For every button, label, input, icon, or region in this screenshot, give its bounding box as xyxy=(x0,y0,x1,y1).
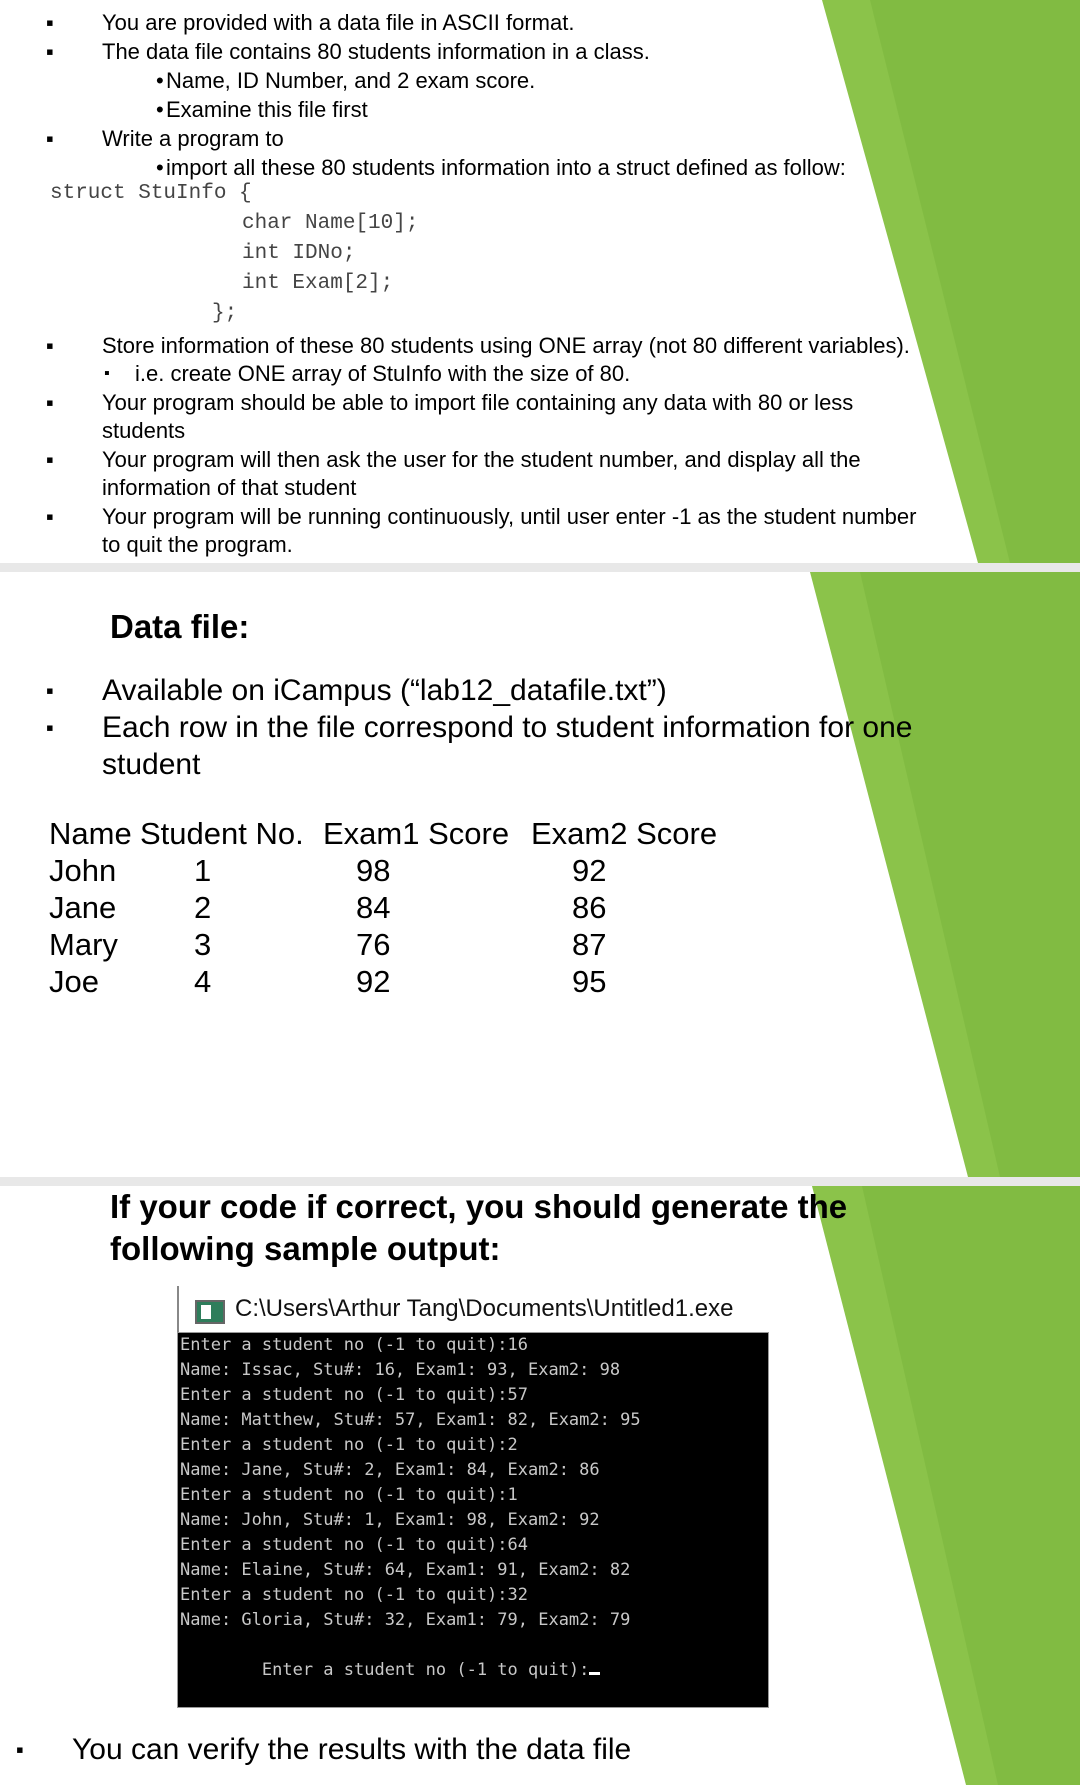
table-cell: 4 xyxy=(194,964,212,999)
bullet-text: Available on iCampus (“lab12_datafile.txt”) xyxy=(102,674,667,707)
slide-2 xyxy=(0,572,1080,1177)
console-line: Enter a student no (-1 to quit):32 xyxy=(180,1585,528,1605)
console-output[interactable] xyxy=(177,1332,769,1708)
bullet-text: to quit the program. xyxy=(102,532,293,557)
bullet-text: The data file contains 80 students information in a class. xyxy=(102,39,650,64)
table-header: Name xyxy=(49,816,132,851)
table-cell: 1 xyxy=(194,853,212,888)
slide-3 xyxy=(0,1186,1080,1785)
table-cell: 2 xyxy=(194,890,212,925)
bullet-text: Your program will then ask the user for the student number, and display all the xyxy=(102,447,861,472)
console-titlebar[interactable] xyxy=(177,1286,771,1332)
table-cell: 3 xyxy=(194,927,212,962)
table-cell: 92 xyxy=(356,964,391,999)
console-line: Name: Gloria, Stu#: 32, Exam1: 79, Exam2: 79 xyxy=(180,1610,631,1630)
console-line: Enter a student no (-1 to quit):57 xyxy=(180,1385,528,1405)
table-cell: Jane xyxy=(49,890,117,925)
bullet-marker: ▪ xyxy=(46,447,54,472)
console-app-icon xyxy=(195,1300,225,1324)
bullet-text: Your program will be running continuously, until user enter -1 as the student number xyxy=(102,504,917,529)
table-cell: 95 xyxy=(572,964,607,999)
bullet-marker: ▪ xyxy=(46,39,54,64)
bullet-marker: ▪ xyxy=(46,10,54,35)
code-line: char Name[10]; xyxy=(242,212,419,235)
table-cell: 92 xyxy=(572,853,607,888)
table-header: Exam1 Score xyxy=(323,816,510,851)
console-line: Name: John, Stu#: 1, Exam1: 98, Exam2: 92 xyxy=(180,1510,600,1530)
table-cell: 98 xyxy=(356,853,391,888)
bullet-text: Store information of these 80 students using ONE array (not 80 different variables). xyxy=(102,333,910,358)
console-line: Name: Matthew, Stu#: 57, Exam1: 82, Exam2: 95 xyxy=(180,1410,641,1430)
bullet-marker: ▪ xyxy=(46,390,54,415)
console-line: Name: Jane, Stu#: 2, Exam1: 84, Exam2: 86 xyxy=(180,1460,600,1480)
bullet-marker: ▪ xyxy=(46,333,54,358)
table-cell: 87 xyxy=(572,927,607,962)
bullet-text: i.e. create ONE array of StuInfo with the size of 80. xyxy=(135,361,631,386)
console-line: Enter a student no (-1 to quit):64 xyxy=(180,1535,528,1555)
bullet-text: Your program should be able to import file containing any data with 80 or less xyxy=(102,390,854,415)
window-title: C:\Users\Arthur Tang\Documents\Untitled1.exe xyxy=(235,1295,734,1322)
bullet-marker: • xyxy=(156,155,164,180)
bullet-text: Write a program to xyxy=(102,126,284,151)
table-cell: Mary xyxy=(49,927,118,962)
table-cell: 76 xyxy=(356,927,391,962)
page-subtitle: following sample output: xyxy=(110,1230,501,1267)
code-line: int Exam[2]; xyxy=(242,272,394,295)
bullet-text: student xyxy=(102,748,201,781)
bullet-text: import all these 80 students information into a struct defined as follow: xyxy=(166,155,846,180)
bullet-marker: ▪ xyxy=(46,678,54,703)
bullet-marker: ▪ xyxy=(104,365,110,382)
table-cell: 84 xyxy=(356,890,391,925)
table-cell: 86 xyxy=(572,890,607,925)
console-line: Enter a student no (-1 to quit):1 xyxy=(180,1485,518,1505)
bullet-text: Each row in the file correspond to student information for one xyxy=(102,711,913,744)
bullet-text: information of that student xyxy=(102,475,357,500)
console-line: Enter a student no (-1 to quit):2 xyxy=(180,1435,518,1455)
bullet-text: Examine this file first xyxy=(166,97,368,122)
console-line: Enter a student no (-1 to quit):16 xyxy=(180,1335,528,1355)
page-title: Data file: xyxy=(110,608,250,645)
page-title: If your code if correct, you should generate the xyxy=(110,1188,848,1225)
table-cell: Joe xyxy=(49,964,99,999)
bullet-text: You can verify the results with the data file xyxy=(72,1733,632,1766)
table-cell: John xyxy=(49,853,117,888)
bullet-marker: ▪ xyxy=(16,1737,24,1762)
bullet-marker: ▪ xyxy=(46,715,54,740)
table-header: Exam2 Score xyxy=(531,816,718,851)
bullet-marker: ▪ xyxy=(46,504,54,529)
code-line: struct StuInfo { xyxy=(50,182,252,205)
bullet-text: Name, ID Number, and 2 exam score. xyxy=(166,68,536,93)
console-prompt-line xyxy=(180,1633,600,1708)
console-line: Name: Elaine, Stu#: 64, Exam1: 91, Exam2: 82 xyxy=(180,1560,631,1580)
bullet-marker: ▪ xyxy=(46,126,54,151)
console-line: Name: Issac, Stu#: 16, Exam1: 93, Exam2: 98 xyxy=(180,1360,621,1380)
code-line: int IDNo; xyxy=(242,242,356,265)
bullet-marker: • xyxy=(156,68,164,93)
bullet-text: students xyxy=(102,418,186,443)
code-line: }; xyxy=(212,302,238,325)
console-prompt: Enter a student no (-1 to quit): xyxy=(261,1660,590,1680)
table-header: Student No. xyxy=(140,816,304,851)
text-cursor xyxy=(589,1672,600,1675)
bullet-marker: • xyxy=(156,97,164,122)
bullet-text: You are provided with a data file in ASCII format. xyxy=(102,10,575,35)
slide-1 xyxy=(0,0,1080,563)
